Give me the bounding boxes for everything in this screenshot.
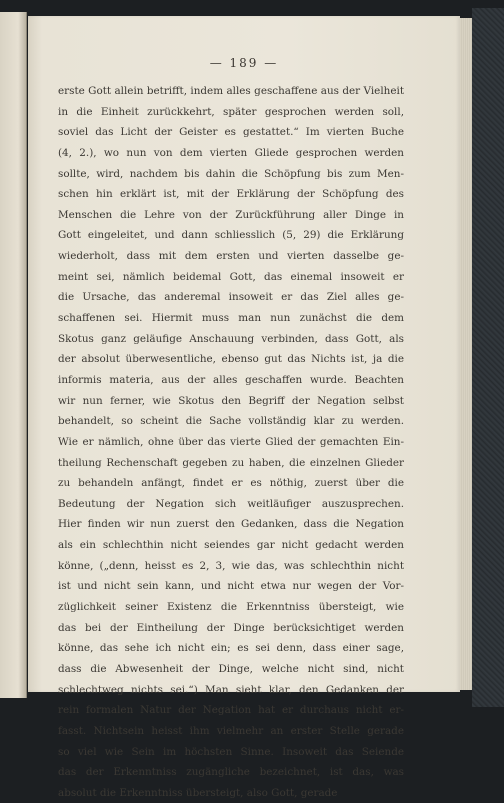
text-line: das der Erkenntniss zugängliche bezeichnet, ist das, was xyxy=(58,766,404,779)
text-line: könne, das sehe ich nicht ein; es sei denn, dass einer sage, xyxy=(58,642,404,655)
text-line: dass die Abwesenheit der Dinge, welche nicht sind, nicht xyxy=(58,662,404,675)
facing-page-edge xyxy=(0,12,27,698)
text-line: behandelt, so scheint die Sache vollständig klar zu werden. xyxy=(58,415,404,428)
text-line: Skotus ganz geläufige Anschauung verbinden, dass Gott, als xyxy=(58,332,404,345)
text-line: könne, („denn, heisst es 2, 3, wie das, was schlechthin nicht xyxy=(58,559,404,572)
text-line: Gott eingeleitet, und dann schliesslich (5, 29) die Erklärung xyxy=(58,229,404,242)
text-line: Bedeutung der Negation sich weitläufiger auszusprechen. xyxy=(58,497,404,510)
text-line: sollte, wird, nachdem bis dahin die Schöpfung bis zum Men- xyxy=(58,167,404,180)
text-line: Menschen die Lehre von der Zurückführung aller Dinge in xyxy=(58,208,404,221)
text-line: absolut die Erkenntniss übersteigt, also Gott, gerade xyxy=(58,786,338,799)
text-line: fasst. Nichtsein heisst ihm vielmehr an erster Stelle gerade xyxy=(58,724,404,737)
text-line: Hier finden wir nun zuerst den Gedanken, dass die Negation xyxy=(58,518,404,531)
text-line: meint sei, nämlich beidemal Gott, das einemal insoweit er xyxy=(58,270,404,283)
text-line: wir nun ferner, wie Skotus den Begriff der Negation selbst xyxy=(58,394,404,407)
text-line: züglichkeit seiner Existenz die Erkenntniss übersteigt, wie xyxy=(58,601,404,614)
text-line: schaffenen sei. Hiermit muss man nun zunächst die dem xyxy=(58,312,404,325)
text-line: erste Gott allein betrifft, indem alles geschaffene aus der Vielheit xyxy=(58,85,404,97)
text-line: Wie er nämlich, ohne über das vierte Glied der gemachten Ein- xyxy=(58,435,404,448)
text-line: wiederholt, dass mit dem ersten und vierten dasselbe ge- xyxy=(58,250,404,263)
book-page xyxy=(28,16,460,799)
text-line: soviel das Licht der Geister es gestattet.“ Im vierten Buche xyxy=(58,126,404,139)
text-line: theilung Rechenschaft gegeben zu haben, die einzelnen Glieder xyxy=(58,456,404,469)
text-line: rein formalen Natur der Negation hat er durchaus nicht er- xyxy=(58,704,404,717)
text-line: in die Einheit zurückkehrt, später gesprochen werden soll, xyxy=(58,105,404,118)
text-line: schlechtweg nichts sei.“) Man sieht klar, den Gedanken der xyxy=(58,683,404,696)
book-cover xyxy=(472,8,504,707)
text-line: die Ursache, das anderemal insoweit er das Ziel alles ge- xyxy=(58,291,404,304)
text-line: schen hin erklärt ist, mit der Erklärung der Schöpfung des xyxy=(58,188,404,201)
text-line: informis materia, aus der alles geschaffen wurde. Beachten xyxy=(58,373,404,386)
text-line: (4, 2.), wo nun von dem vierten Gliede gesprochen werden xyxy=(58,146,404,159)
text-line: als ein schlechthin nicht seiendes gar nicht gedacht werden xyxy=(58,539,404,552)
page-stack-edge xyxy=(460,18,472,690)
text-line: der absolut überwesentliche, ebenso gut das Nichts ist, ja die xyxy=(58,353,404,366)
text-line: ist und nicht sein kann, und nicht etwa nur wegen der Vor- xyxy=(58,580,404,593)
text-line: zu behandeln anfängt, findet er es nöthig, zuerst über die xyxy=(58,477,404,490)
text-line: das bei der Eintheilung der Dinge berücksichtiget werden xyxy=(58,621,404,634)
body-text xyxy=(58,81,404,803)
page-number: — 189 — xyxy=(209,56,279,70)
text-line: so viel wie Sein im höchsten Sinne. Insoweit das Seiende xyxy=(58,745,404,758)
